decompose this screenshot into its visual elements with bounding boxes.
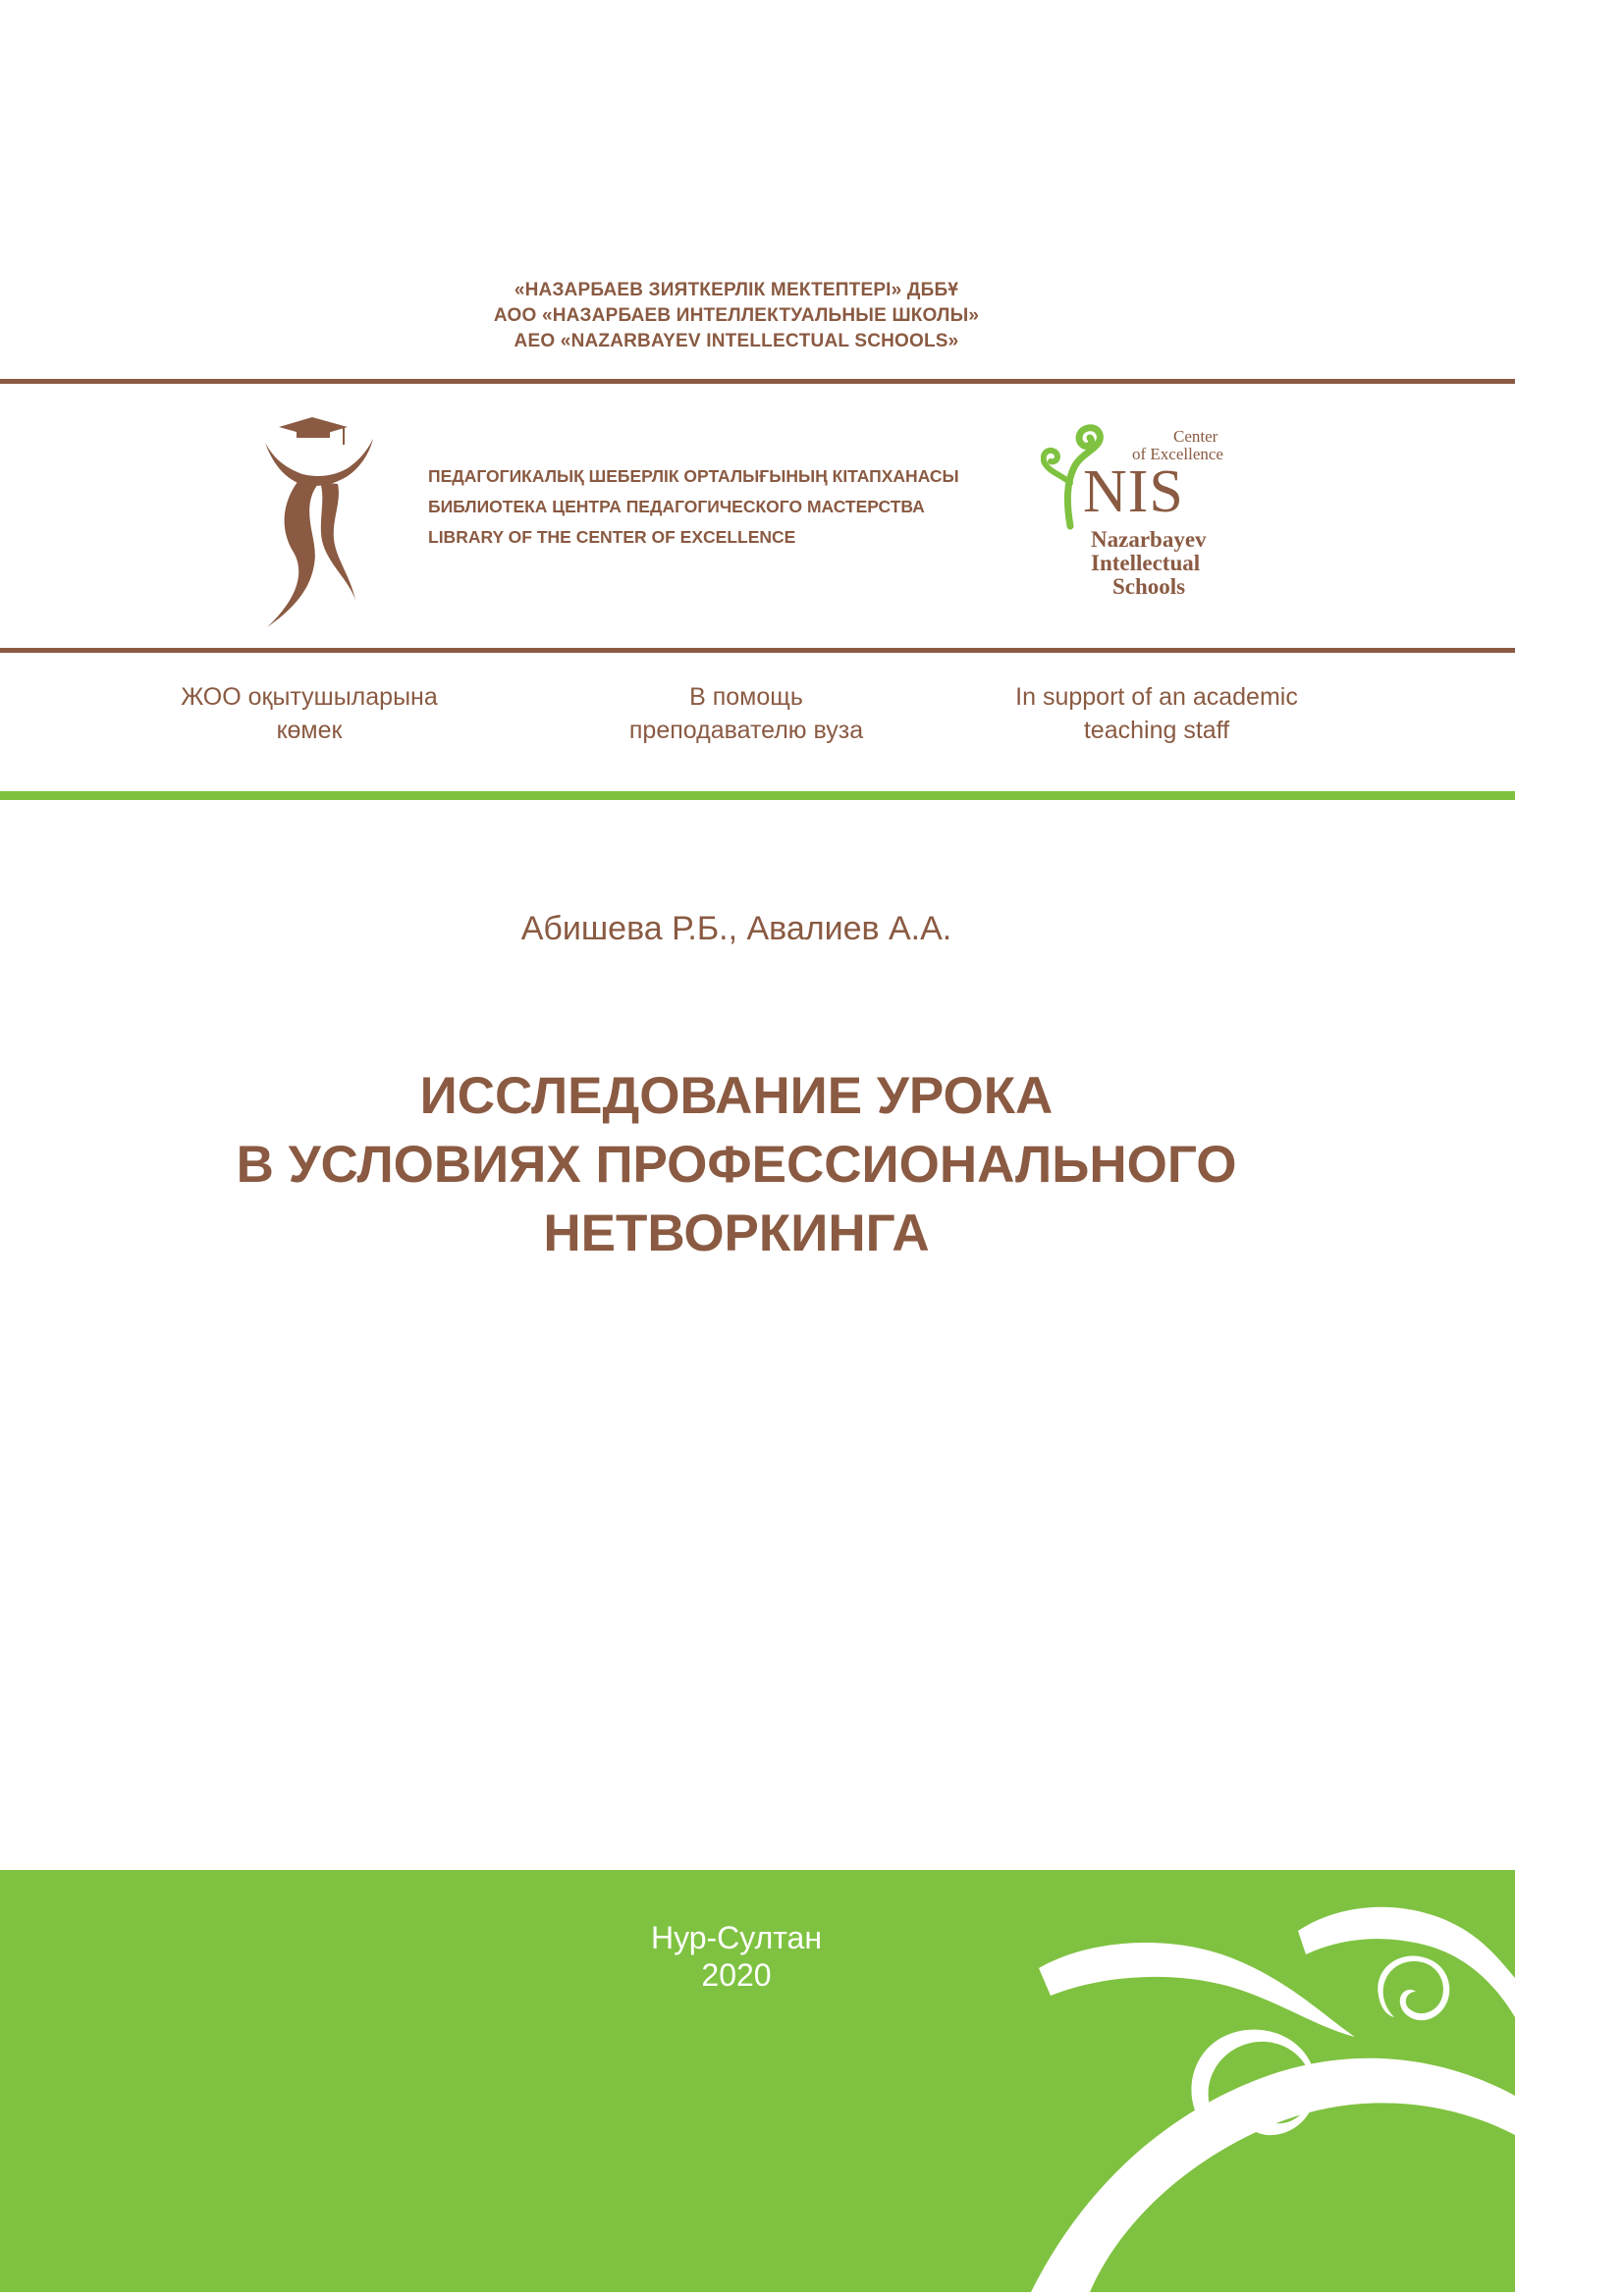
nis-excellence-label: of Excellence bbox=[1132, 445, 1223, 463]
top-divider bbox=[0, 379, 1515, 384]
support-russian bbox=[569, 680, 923, 747]
org-name-kazakh: «НАЗАРБАЕВ ЗИЯТКЕРЛІК МЕКТЕПТЕРІ» ДББҰ bbox=[514, 280, 959, 300]
support-kazakh-line-1: ЖОО оқытушыларына bbox=[181, 683, 438, 711]
support-english-line-1: In support of an academic bbox=[1015, 683, 1298, 711]
support-english bbox=[980, 680, 1333, 747]
publication-place-year bbox=[0, 1919, 1473, 1994]
nis-name-line-2: Intellectual bbox=[1091, 551, 1201, 575]
authors: Абишева Р.Б., Авалиев А.А. bbox=[520, 910, 952, 947]
organization-header bbox=[0, 278, 1473, 354]
support-russian-line-1: В помощь bbox=[689, 683, 803, 711]
org-name-russian: АОО «НАЗАРБАЕВ ИНТЕЛЛЕКТУАЛЬНЫЕ ШКОЛЫ» bbox=[493, 305, 980, 326]
library-title-russian: БИБЛИОТЕКА ЦЕНТРА ПЕДАГОГИЧЕСКОГО МАСТЕРСТВА bbox=[428, 497, 925, 516]
nis-name-line-3: Schools bbox=[1112, 574, 1186, 599]
title-line-2: В УСЛОВИЯХ ПРОФЕССИОНАЛЬНОГО bbox=[236, 1136, 1237, 1194]
title-line-1: ИССЛЕДОВАНИЕ УРОКА bbox=[419, 1067, 1054, 1125]
library-logo-icon bbox=[257, 417, 385, 633]
library-titles bbox=[428, 461, 959, 553]
title-line-3: НЕТВОРКИНГА bbox=[543, 1204, 930, 1262]
org-name-english: AEO «NAZARBAYEV INTELLECTUAL SCHOOLS» bbox=[514, 331, 959, 351]
support-russian-line-2: преподавателю вуза bbox=[628, 717, 864, 744]
middle-divider bbox=[0, 648, 1515, 653]
nis-name-line-1: Nazarbayev bbox=[1091, 527, 1207, 552]
support-kazakh bbox=[133, 680, 486, 747]
green-divider bbox=[0, 791, 1515, 800]
nis-center-label: Center bbox=[1173, 427, 1218, 446]
document-title bbox=[0, 1062, 1473, 1268]
publication-year: 2020 bbox=[701, 1957, 772, 1993]
support-kazakh-line-2: көмек bbox=[276, 717, 343, 744]
nis-logo bbox=[1036, 424, 1232, 611]
library-title-kazakh: ПЕДАГОГИКАЛЫҚ ШЕБЕРЛІК ОРТАЛЫҒЫНЫҢ КІТАПХАНАСЫ bbox=[428, 466, 959, 486]
library-title-english: LIBRARY OF THE CENTER OF EXCELLENCE bbox=[428, 527, 796, 547]
publication-city: Нур-Султан bbox=[650, 1920, 823, 1955]
support-english-line-2: teaching staff bbox=[1083, 717, 1230, 744]
nis-abbreviation: NIS bbox=[1083, 458, 1184, 525]
